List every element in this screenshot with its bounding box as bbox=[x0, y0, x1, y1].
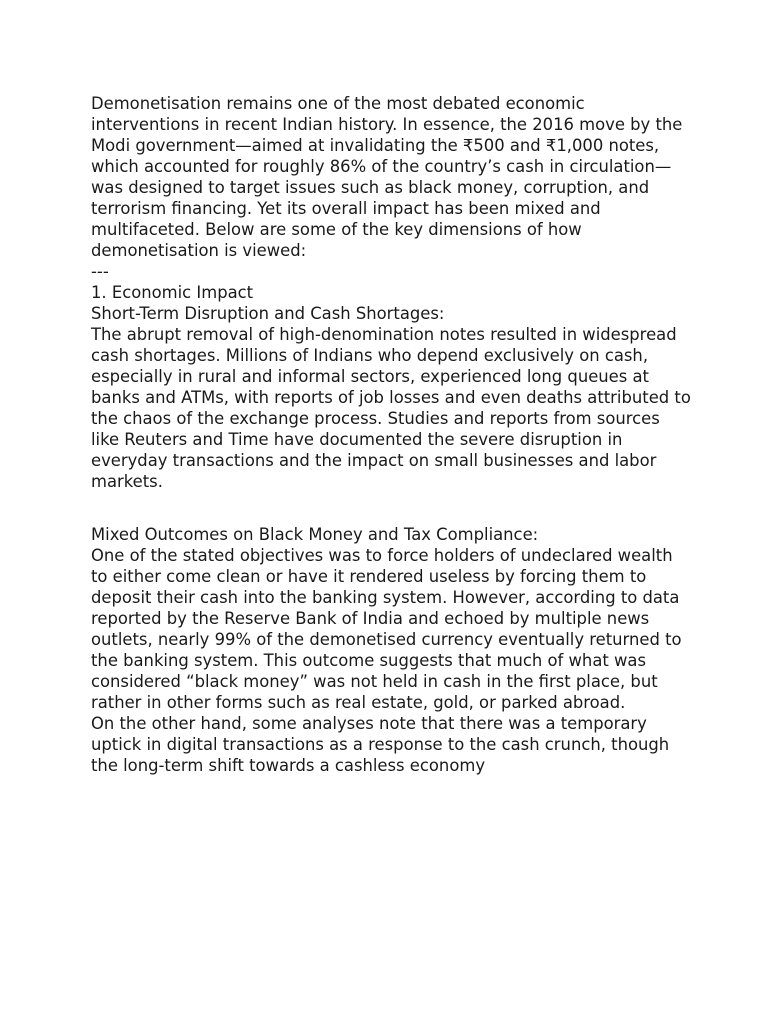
subsection-heading-cash-shortages: Short-Term Disruption and Cash Shortages: bbox=[91, 304, 445, 323]
section-separator: --- bbox=[91, 262, 109, 281]
document-body bbox=[91, 93, 691, 776]
body-paragraph-digital-transactions: On the other hand, some analyses note that there was a temporary uptick in digital transactions as a response to the cash crunch, though the long-term shift towards a cashless economy bbox=[91, 714, 670, 775]
subsection-heading-black-money: Mixed Outcomes on Black Money and Tax Compliance: bbox=[91, 525, 539, 544]
section-heading: 1. Economic Impact bbox=[91, 283, 254, 302]
body-paragraph-black-money: One of the stated objectives was to force holders of undeclared wealth to either come clean or have it rendered useless by forcing them to deposit their cash into the banking system. However, according to data reported by the Reserve Bank of India and echoed by multiple news outlets, nearly 99% of the demonetised currency eventually returned to the banking system. This outcome suggests that much of what was considered “black money” was not held in cash in the first place, but rather in other forms such as real estate, gold, or parked abroad. bbox=[91, 546, 682, 712]
intro-paragraph: Demonetisation remains one of the most debated economic interventions in recent Indian history. In essence, the 2016 move by the Modi government—aimed at invalidating the ₹500 and ₹1,000 notes, which accounted for roughly 86% of the country’s cash in circulation—was designed to target issues such as black money, corruption, and terrorism financing. Yet its overall impact has been mixed and multifaceted. Below are some of the key dimensions of how demonetisation is viewed: bbox=[91, 94, 683, 260]
body-paragraph-cash-shortages: The abrupt removal of high-denomination notes resulted in widespread cash shortages. Millions of Indians who depend exclusively on cash, especially in rural and informal sectors, experienced long queues at banks and ATMs, with reports of job losses and even deaths attributed to the chaos of the exchange process. Studies and reports from sources like Reuters and Time have documented the severe disruption in everyday transactions and the impact on small businesses and labor markets. bbox=[91, 325, 691, 491]
